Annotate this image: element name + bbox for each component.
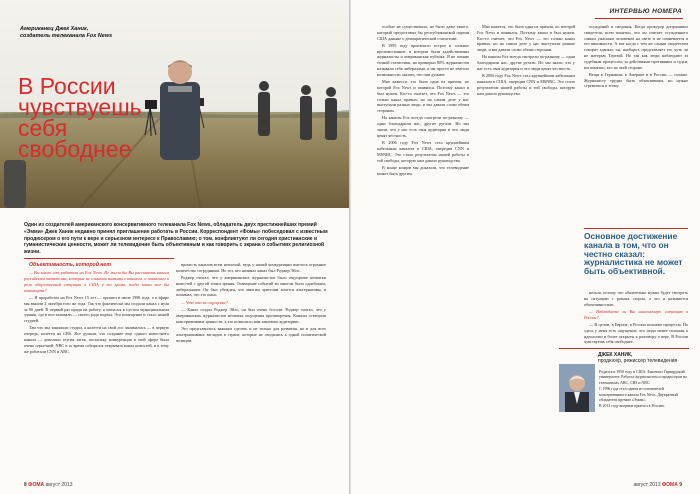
- bio-text: [599, 370, 689, 411]
- body-paragraph: Роджер считал, что у американских журналистов было ощущение нехватки новостей с другой точки зрения. Освещение событий во многом было однобоким, либеральным. Он был убежден, что многим зрителям хочется альтернативы, и понимал, что это шанс.: [176, 275, 326, 298]
- body-paragraph: — Я проработал на Fox News 15 лет — пришел в июле 1996 года, а в эфире мы вышли 2 октября того же года. Так что фактически мы создали канал с нуля за 90 дней. В первый раз придя на работу, я оказался в пустом муниципальном здании, где в пол заливали — своего рода подвал. Это помещение и стало нашей студией.: [24, 294, 169, 324]
- left-footer: [24, 482, 73, 488]
- bio-paragraph: С 1996 года стал одним из основателей консервативного канала Fox News. Двукратный обладатель премии «Эмми».: [599, 387, 678, 402]
- body-paragraph: На каналы Fox всегда смотрели по-разному — одни благодарили нас, другие ругали. Но мы знали, что у нас есть своя аудитория и что люди ценят честность.: [477, 54, 575, 72]
- right-page: [351, 0, 700, 494]
- right-column-3-cont: [584, 290, 688, 346]
- issue-date-right: август 2013: [633, 482, 661, 488]
- body-paragraph: На каналы Fox всегда смотрели по-разному — одни благодарили нас, другие ругали. Но мы знали, что у нас есть своя аудитория и что люди ценят честность.: [377, 115, 469, 138]
- body-paragraph: Мне кажется, это была одна из причин, по которой Fox News и появился. Поэтому канал и был нужен. Кто-то считает, что Fox News — это только канал правых, но на самом деле у нас выступали разные люди, и мы давали слово обеим сторонам.: [377, 79, 469, 114]
- body-paragraph: Мне кажется, это была одна из причин, по которой Fox News и появился. Поэтому канал и был нужен. Кто-то считает, что Fox News — это только канал правых, но на самом деле у нас выступали разные люди, и мы давали слово обеим сторонам.: [477, 24, 575, 53]
- title-line-2: чувствуешь: [18, 94, 142, 121]
- body-paragraph: В 2006 году Fox News стал крупнейшим кабельным каналом в США, опередив CNN и MSNBC. Это стало результатом нашей работы и той свободы, которую нам давало руководство.: [377, 140, 469, 163]
- question-paragraph: — Вы много лет работали на Fox News. Не могли бы Вы рассказать нашим российским читателям, которые не слишком знакомы с каналом, о появлении и роли общественной ситуации в США в то время, когда канал мог бы возникнуть?: [24, 270, 169, 293]
- right-column-1: [377, 24, 469, 479]
- lead-heading: Американец Джек Ханик, создатель телеканала Fox News: [20, 26, 113, 39]
- right-footer: [633, 482, 682, 488]
- magazine-name-right: ФОМА: [661, 482, 678, 488]
- left-page: [0, 0, 349, 494]
- bio-name: ДЖЕК ХАНИК,: [598, 352, 633, 358]
- body-paragraph: Там что мы занимали студии, а колетти на свой лос занимались — в первую очередь, колетти на CBS. Все думали, что создание еще одного новостного канала — довольно глупая затея, поскольку конкуренция в этой сфере была очень серьезной: NBC в то время собирался открывать канал новостей, и к тому же работали CNN и ABC.: [24, 325, 169, 354]
- pull-quote-rule: [584, 228, 688, 229]
- body-paragraph: осуждений и сведения. Когда прокурор допрашивал свидетеля, всем понятно, что он считает осужденного самым ужасным человеком на свете и не сомневается в его виновности. А вот когда с тем же самым свидетелем говорит адвокат, он, наоборот, представляет его чуть ли не матерью Терезой. Но так как люди наблюдают за судебным процессом, за действиями противника и судьи, им понятно, кто на чьей стороне.: [584, 24, 688, 70]
- body-paragraph: В 1995 году произошло острое и сильное противостояние, в котором были задействованы журналисты и американская публика. Я не помню точной статистики, но примерно 80% журналистов называли себя либералами, и им просто не хватало возможности сказать, что они думают.: [377, 42, 469, 77]
- body-paragraph: Вещи в Германии, в Америке и в России — схожие. Журналисту трудно быть объективным, но нужно стремиться к этому.: [584, 71, 688, 89]
- body-paragraph: прочесть каналов всем неплохой, ведь у нашей конкуренции имелось огромное количество сотрудников. Но тот, кто начинал канал был Роджер Эйлс.: [176, 262, 326, 273]
- page-number-right: 9: [679, 482, 682, 488]
- magazine-name-left: ФОМА: [28, 482, 45, 488]
- body-paragraph: Это представилось важным сделать и не только для развития, но и для всех альтернативных взглядов в стране, которые не сводились к одной политической позиции.: [176, 325, 326, 343]
- right-column-3: [584, 24, 688, 224]
- page-number-left: 8: [24, 482, 27, 488]
- title-line-4: свободнее: [18, 136, 132, 163]
- left-column-2: [176, 262, 326, 482]
- body-paragraph: особые не существовало, не было даже такого, который предоставил бы республиканской партии США данные о демократической статистике.: [377, 24, 469, 41]
- section-heading: Объективность, которой нет: [29, 262, 111, 268]
- bio-paragraph: Родился в 1950 году в США. Закончил Гарвардский университет. Работал журналистом и продюсером на телеканалах ABC, CBS и NBC.: [599, 370, 687, 385]
- article-title: [18, 73, 142, 163]
- bio-paragraph: В 2013 году впервые приехал в Россию.: [599, 404, 665, 409]
- question-paragraph: — Что это за ощущение?: [181, 299, 228, 305]
- portrait-photo: [559, 364, 595, 412]
- pull-quote: Основное достижение канала в том, что он честно сказал: журналистика не может быть объективной.: [584, 231, 683, 277]
- section-rule: [24, 258, 174, 259]
- body-paragraph: — В целом, в Европе, в России похожие процессы. Но здесь у меня есть ощущение, что люди менее склонны к идеологии и более открыты к разговору о вере. В России чувствуешь себя свободнее.: [584, 321, 688, 345]
- left-column-1: [24, 262, 169, 482]
- title-line-3: себя: [18, 115, 68, 142]
- body-paragraph: нельзя, потому что обязательно нужно будет смотреть на ситуацию с разных сторон, а это и называется объективностью.: [584, 290, 688, 307]
- bio-role: продюсер, режиссер телевидения: [598, 358, 678, 365]
- bio-name-block: [598, 352, 698, 365]
- title-line-1: В России: [18, 73, 116, 99]
- bio-rule: [559, 348, 689, 349]
- body-paragraph: В 2006 году Fox News стал крупнейшим кабельным каналом в США, опередив CNN и MSNBC. Это стало результатом нашей работы и той свободы, которую нам давало руководство.: [477, 73, 575, 96]
- running-head-rule: [595, 18, 683, 19]
- article-lead-caption: Один из создателей американского консервативного телеканала Fox News, обладатель двух престижнейших премий «Эмми» Джек Ханик недавно принял приглашение работать в России. Корреспондент «Фомы» побеседовал с известным продюсером о его пути к вере и серьезном интересе к Православию; о том, конфликтуют ли сегодня христианские и гуманистические ценности, может ли телевидение быть объективным и как говорить с экрана о событиях религиозной жизни.: [24, 222, 328, 255]
- running-head: ИНТЕРВЬЮ НОМЕРА: [609, 8, 682, 15]
- issue-date-left: август 2013: [45, 482, 73, 488]
- body-paragraph: — Канал создал Роджер Эйлс, он был очень боссом. Роджер считал, что у американских журналистов нехватка ощущения противоречия. Каналы освещали консервативные ценности, а это позволило нам завоевать аудиторию.: [176, 307, 326, 324]
- question-paragraph: — Наблюдаете ли Вы аналогичную ситуацию в России?: [584, 308, 688, 320]
- body-paragraph: В конце концов мы доказали, что телевидение может быть другим.: [377, 164, 469, 176]
